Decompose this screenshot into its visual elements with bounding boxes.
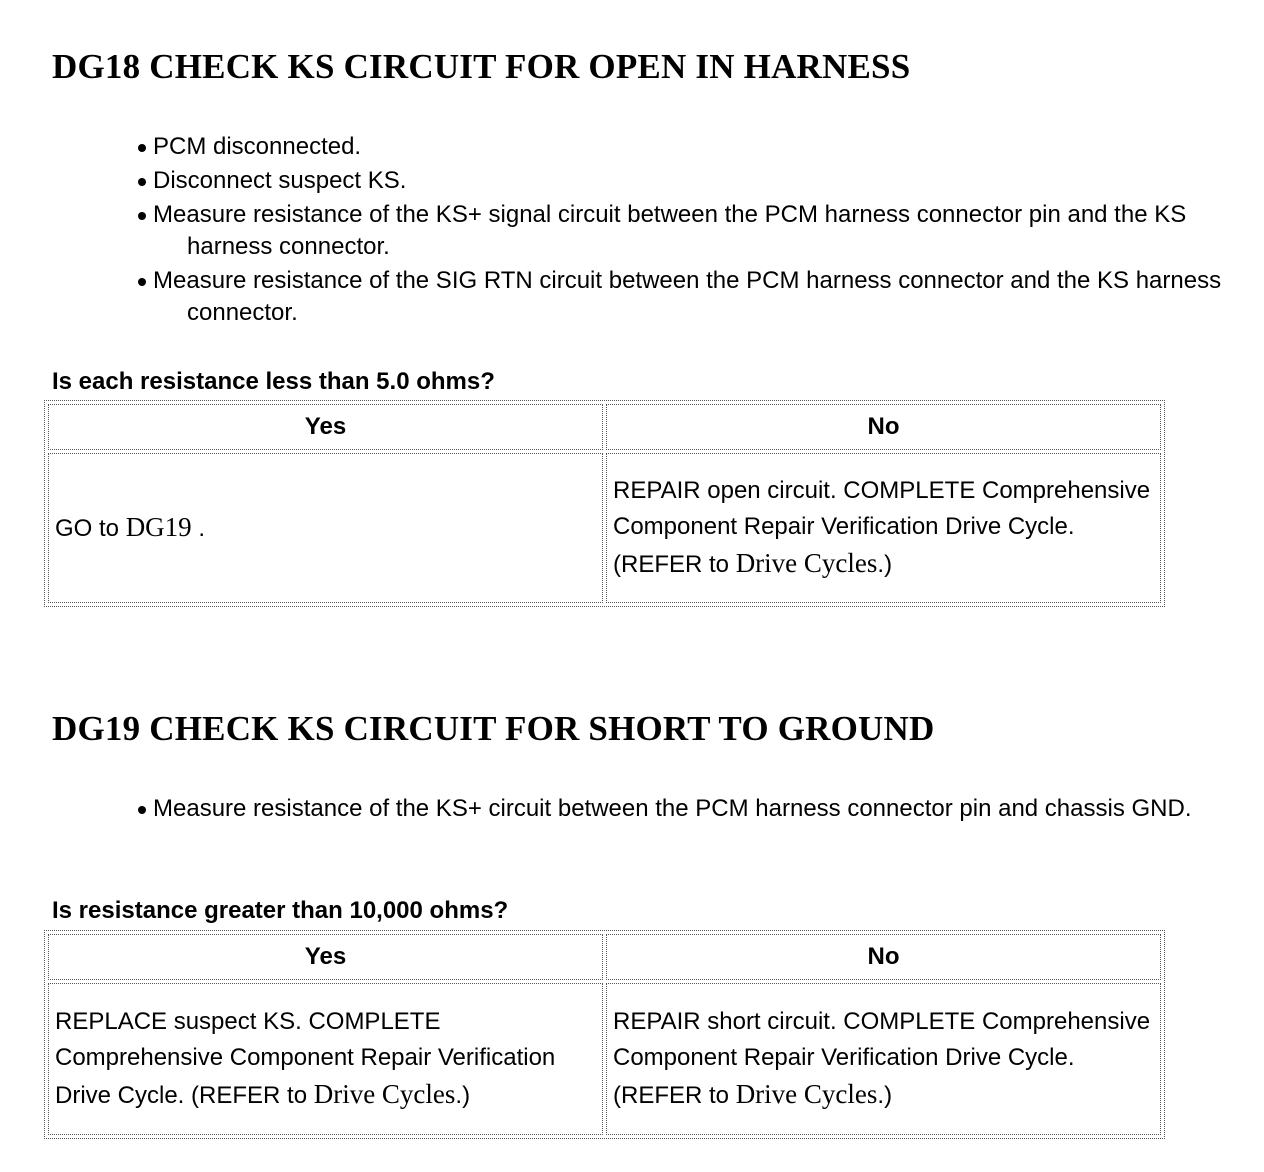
answer-table bbox=[44, 930, 1165, 1139]
no-action: REPAIR open circuit. COMPLETE Comprehensive Component Repair Verification Drive Cycle. (REFER to Drive Cycles.) bbox=[606, 453, 1161, 603]
test-question: Is each resistance less than 5.0 ohms? bbox=[52, 368, 495, 395]
step-list bbox=[137, 131, 1247, 331]
bullet-icon bbox=[138, 144, 146, 152]
bullet-icon bbox=[138, 178, 146, 186]
bullet-icon bbox=[138, 278, 146, 286]
test-question: Is resistance greater than 10,000 ohms? bbox=[52, 897, 509, 924]
step-item: PCM disconnected. bbox=[137, 131, 1247, 163]
yes-action: REPLACE suspect KS. COMPLETE Comprehensive Component Repair Verification Drive Cycle. (REFER to Drive Cycles.) bbox=[48, 983, 603, 1135]
section-heading: DG19 CHECK KS CIRCUIT FOR SHORT TO GROUND bbox=[52, 709, 935, 748]
answer-table bbox=[44, 400, 1165, 607]
step-item: Measure resistance of the SIG RTN circuit between the PCM harness connector and the KS harness connector. bbox=[137, 265, 1247, 329]
yes-header: Yes bbox=[48, 934, 603, 980]
drive-cycles-link[interactable]: Drive Cycles bbox=[735, 1079, 878, 1109]
bullet-icon bbox=[138, 806, 146, 814]
step-item: Measure resistance of the KS+ circuit between the PCM harness connector pin and chassis GND. bbox=[137, 793, 1247, 825]
yes-action: GO to DG19 . bbox=[48, 453, 603, 603]
bullet-icon bbox=[138, 212, 146, 220]
dg19-link[interactable]: DG19 bbox=[125, 512, 192, 542]
drive-cycles-link[interactable]: Drive Cycles bbox=[313, 1079, 456, 1109]
step-item: Disconnect suspect KS. bbox=[137, 165, 1247, 197]
step-list bbox=[137, 793, 1247, 827]
no-header: No bbox=[606, 404, 1161, 450]
no-action: REPAIR short circuit. COMPLETE Comprehensive Component Repair Verification Drive Cycle. (REFER to Drive Cycles.) bbox=[606, 983, 1161, 1135]
yes-header: Yes bbox=[48, 404, 603, 450]
no-header: No bbox=[606, 934, 1161, 980]
section-heading: DG18 CHECK KS CIRCUIT FOR OPEN IN HARNESS bbox=[52, 47, 911, 86]
drive-cycles-link[interactable]: Drive Cycles bbox=[735, 548, 878, 578]
step-item: Measure resistance of the KS+ signal circuit between the PCM harness connector pin and the KS harness connector. bbox=[137, 199, 1247, 263]
